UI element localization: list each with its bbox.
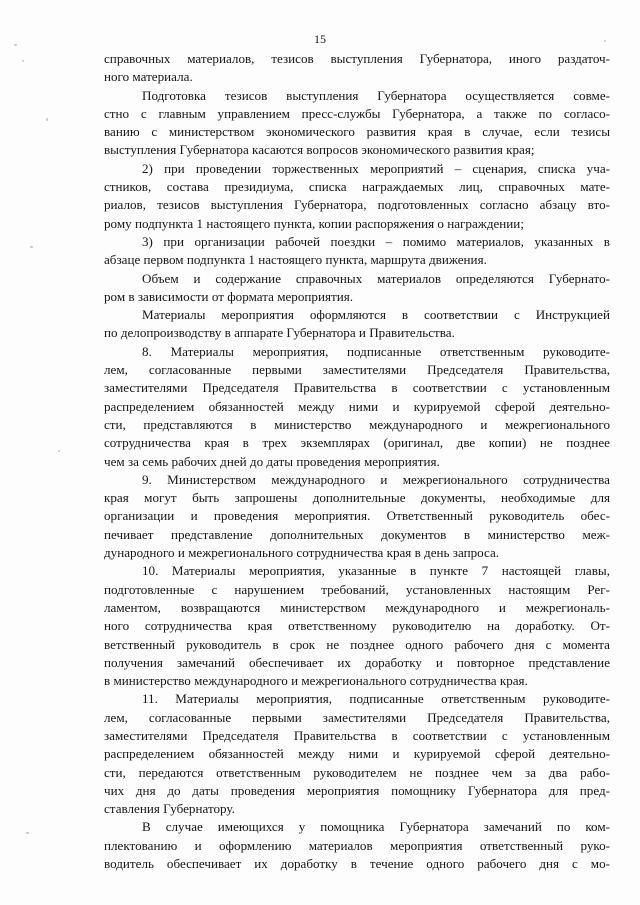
text-line: справочных материалов, тезисов выступления Губернатора, иного раздаточ- (104, 51, 610, 66)
text-line: Подготовка тезисов выступления Губернатора осуществляется совме- (142, 87, 610, 103)
document-body (104, 50, 610, 873)
text-line: сти, передаются ответственным руководителем не позднее чем за два рабо- (104, 764, 610, 780)
text-line: 3) при организации рабочей поездки – помимо материалов, указанных в (142, 233, 610, 249)
text-line: стников, состава президиума, списка награждаемых лиц, справочных мате- (104, 179, 610, 195)
text-line: печивает представление дополнительных документов в министерство меж- (104, 526, 610, 542)
text-line: 11. Материалы мероприятия, подписанные ответственным руководите- (142, 691, 610, 707)
text-line: риалов, тезисов выступления Губернатора, подготовленных согласно абзацу вто- (104, 197, 610, 213)
text-line: лем, согласованные первыми заместителями Председателя Правительства, (104, 709, 610, 725)
text-line: края могут быть запрошены дополнительные документы, необходимые для (104, 490, 610, 506)
text-line: ром в зависимости от формата мероприятия. (104, 288, 354, 304)
text-line: заместителями Председателя Правительства в соответствии с установленным (104, 727, 610, 743)
text-line: распределением обязанностей между ними и курируемой сферой деятельно- (104, 398, 610, 414)
text-line: заместителями Председателя Правительства в соответствии с установленным (104, 380, 610, 396)
text-line: по делопроизводству в аппарате Губернатора и Правительства. (104, 325, 455, 341)
text-line: в министерство международного и межрегионального сотрудничества края. (104, 673, 528, 689)
text-line: подготовленные с нарушением требований, установленных настоящим Рег- (104, 581, 610, 597)
text-line: 9. Министерством международного и межрегионального сотрудничества (142, 471, 610, 487)
text-line: ванию с министерством экономического развития края в случае, если тезисы (104, 124, 610, 140)
text-line: лем, согласованные первыми заместителями Председателя Правительства, (104, 362, 610, 378)
scan-speck (46, 118, 48, 121)
text-line: ного сотрудничества края ответственному руководителю на доработку. От- (104, 618, 610, 634)
text-line: распределением обязанностей между ними и курируемой сферой деятельно- (104, 746, 610, 762)
text-line: ставления Губернатору. (104, 801, 235, 817)
scan-speck (30, 246, 33, 248)
text-line: сотрудничества края в трех экземплярах (оригинал, две копии) не позднее (104, 435, 610, 451)
page-number: 15 (314, 32, 326, 46)
text-line: стно с главным управлением пресс-службы Губернатора, а также по согласо- (104, 105, 610, 121)
text-line: чих дня до даты проведения мероприятия помощнику Губернатора для пред- (104, 782, 610, 798)
text-line: В случае имеющихся у помощника Губернатора замечаний по ком- (142, 819, 610, 835)
text-line: рому подпункта 1 настоящего пункта, копии распоряжения о награждении; (104, 215, 524, 231)
text-line: дународного и межрегионального сотрудничества края в день запроса. (104, 545, 500, 561)
text-line: 2) при проведении торжественных мероприятий – сценария, списка уча- (142, 160, 610, 176)
text-line: ветственный руководитель в срок не позднее одного рабочего дня с момента (104, 636, 610, 652)
text-line: абзаце первом подпункта 1 настоящего пункта, маршрута движения. (104, 252, 487, 268)
text-line: чем за семь рабочих дней до даты проведения мероприятия. (104, 453, 440, 469)
text-line: 10. Материалы мероприятия, указанные в пункте 7 настоящей главы, (142, 563, 610, 579)
text-line: ного материала. (104, 69, 193, 85)
text-line: плектованию и оформлению материалов мероприятия ответственный руко- (104, 837, 610, 853)
text-line: водитель обеспечивает их доработку в течение одного рабочего дня с мо- (104, 856, 610, 872)
text-line: Материалы мероприятия оформляются в соответствии с Инструкцией (142, 307, 610, 323)
text-line: Объем и содержание справочных материалов определяются Губернато- (142, 270, 610, 286)
text-line: сти, представляются в министерство международного и межрегионального (104, 416, 610, 432)
text-line: ламентом, возвращаются министерством международного и межрегиональ- (104, 599, 610, 615)
text-line: 8. Материалы мероприятия, подписанные ответственным руководите- (142, 343, 610, 359)
text-line: получения замечаний обеспечивает их доработку и повторное представление (104, 654, 610, 670)
scan-speck (22, 60, 24, 62)
scan-speck (58, 450, 60, 452)
text-line: выступления Губернатора касаются вопросов экономического развития края; (104, 142, 535, 158)
scan-speck (26, 832, 29, 834)
text-line: организации и проведения мероприятия. Ответственный руководитель обес- (104, 508, 610, 524)
